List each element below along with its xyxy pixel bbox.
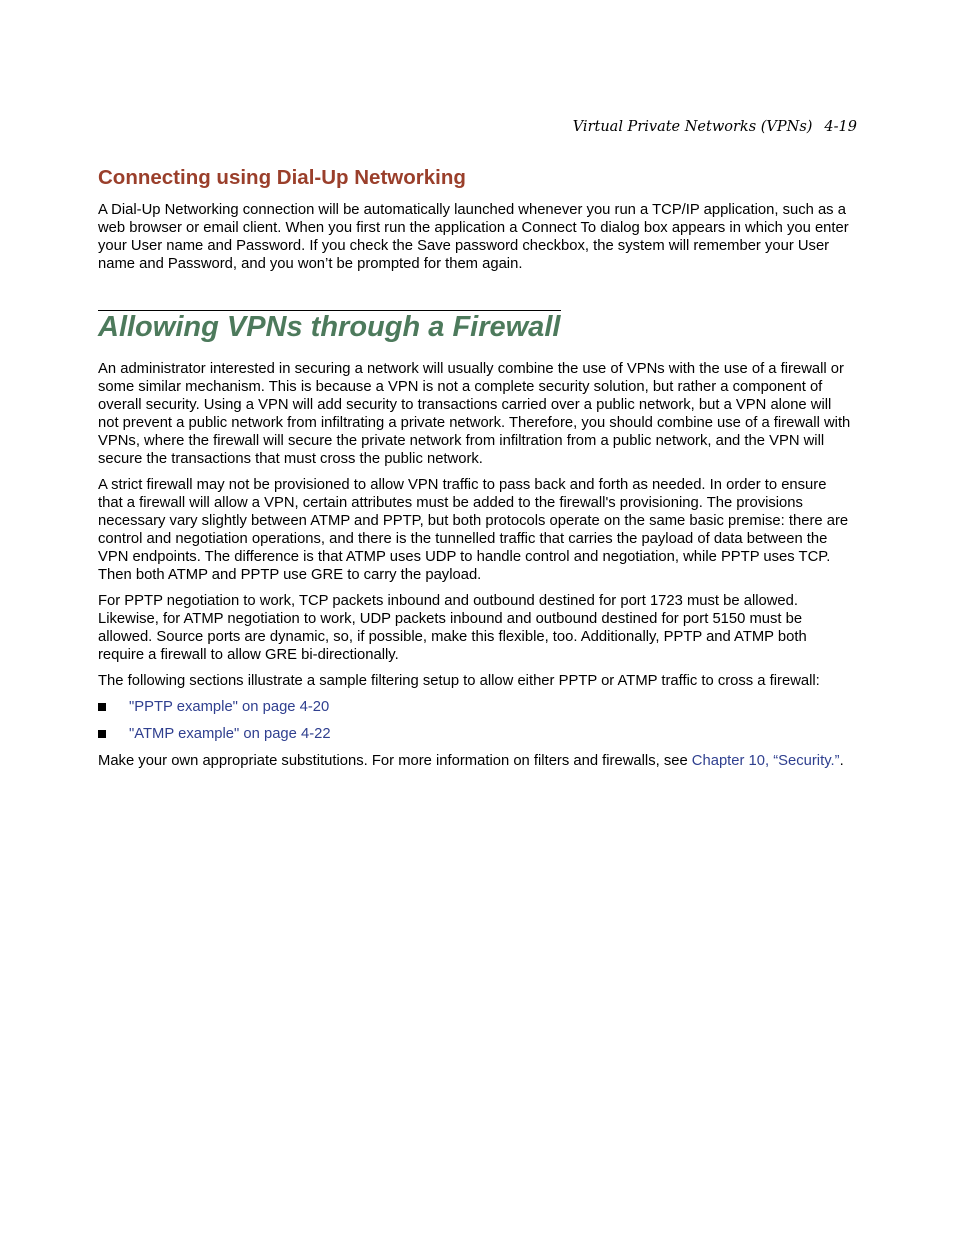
list-item [98, 698, 855, 716]
section-heading-firewall: Allowing VPNs through a Firewall [98, 311, 561, 343]
page-content [98, 164, 855, 778]
dialup-paragraph: A Dial-Up Networking connection will be automatically launched whenever you run a TCP/IP application, such as a web browser or email client. When you first run the application a Connect To dialog box appears in which you enter your User name and Password. If you check the Save password checkbox, the system will remember your User name and Password, and you won’t be prompted for them again. [98, 202, 849, 272]
closing-paragraph [98, 752, 855, 770]
running-header [573, 119, 857, 135]
section-heading-dialup: Connecting using Dial-Up Networking [98, 166, 466, 189]
security-chapter-link[interactable]: Chapter 10, “Security.” [691, 753, 840, 769]
firewall-paragraph-4: The following sections illustrate a sample filtering setup to allow either PPTP or ATMP traffic to cross a firewall: [98, 673, 820, 689]
page-number: 4-19 [824, 119, 857, 135]
square-bullet-icon [98, 703, 106, 711]
closing-text: Make your own appropriate substitutions. For more information on filters and firewalls, see [98, 753, 692, 769]
list-item [98, 725, 855, 743]
firewall-paragraph-3: For PPTP negotiation to work, TCP packets inbound and outbound destined for port 1723 must be allowed. Likewise, for ATMP negotiation to work, UDP packets inbound and outbound destined for port 5150 must be allowed. Source ports are dynamic, so, if possible, make this flexible, too. Additionally, PPTP and ATMP both require a firewall to allow GRE bi-directionally. [98, 593, 807, 663]
square-bullet-icon [98, 730, 106, 738]
cross-reference-list [98, 698, 855, 743]
closing-period: . [839, 753, 844, 769]
running-header-title: Virtual Private Networks (VPNs) [572, 119, 813, 135]
firewall-paragraph-1: An administrator interested in securing a network will usually combine the use of VPNs with the use of a firewall or some similar mechanism. This is because a VPN is not a complete security solution, but rather a component of overall security. Using a VPN will add security to transactions carried over a public network, but a VPN alone will not prevent a public network from infiltrating a private network. Therefore, you should combine use of a firewall with VPNs, where the firewall will secure the private network from infiltration from a public network, and the VPN will secure the transactions that must cross the public network. [98, 361, 851, 467]
pptp-example-link[interactable]: "PPTP example" on page 4-20 [129, 699, 330, 715]
firewall-paragraph-2: A strict firewall may not be provisioned to allow VPN traffic to pass back and forth as needed. In order to ensure that a firewall will allow a VPN, certain attributes must be added to the firewall's provisioning. The provisions necessary vary slightly between ATMP and PPTP, but both protocols operate on the same basic premise: there are control and negotiation operations, and there is the tunnelled traffic that carries the payload of data between the VPN endpoints. The difference is that ATMP uses UDP to handle control and negotiation, while PPTP uses TCP. Then both ATMP and PPTP use GRE to carry the payload. [98, 477, 849, 583]
atmp-example-link[interactable]: "ATMP example" on page 4-22 [129, 726, 331, 742]
